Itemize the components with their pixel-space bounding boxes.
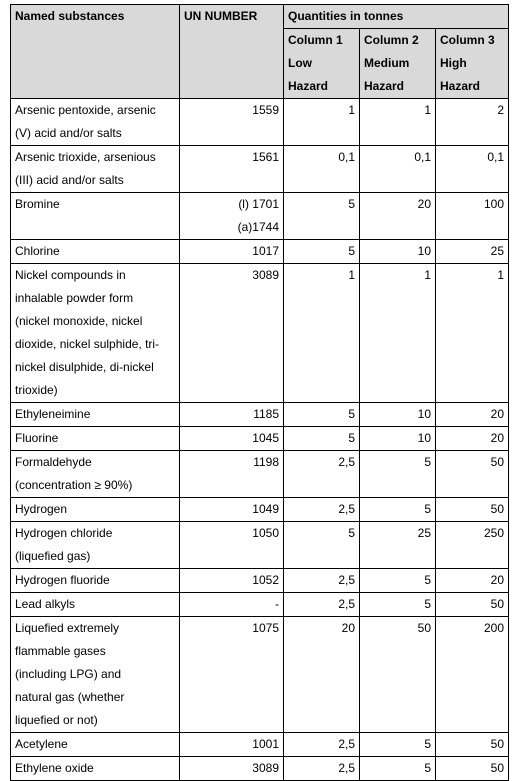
substance-name-cell — [11, 733, 180, 757]
table-row — [11, 569, 509, 593]
medium-hazard-cell: 5 — [360, 757, 436, 781]
medium-hazard-cell: 5 — [360, 451, 436, 498]
medium-hazard-cell: 20 — [360, 193, 436, 240]
un-number-line: (l) 1701 — [238, 197, 279, 211]
table-row — [11, 146, 509, 193]
substance-name-cell — [11, 264, 180, 403]
medium-hazard-cell: 10 — [360, 403, 436, 427]
un-number-line: 1075 — [252, 621, 279, 635]
substance-name-line: Hydrogen — [15, 502, 68, 516]
medium-hazard-cell: 10 — [360, 427, 436, 451]
substance-name-line: (III) acid and/or salts — [15, 173, 124, 187]
medium-hazard-cell: 25 — [360, 522, 436, 569]
header-column-2-line: Column 2 — [364, 33, 419, 47]
medium-hazard-cell: 5 — [360, 733, 436, 757]
substance-name-cell — [11, 593, 180, 617]
un-number-line: 1017 — [252, 244, 279, 258]
substance-name-line: dioxide, nickel sulphide, tri- — [15, 337, 160, 351]
high-hazard-cell: 50 — [436, 451, 509, 498]
low-hazard-cell: 5 — [284, 193, 360, 240]
table-row — [11, 498, 509, 522]
un-number-cell — [180, 240, 284, 264]
medium-hazard-cell: 0,1 — [360, 146, 436, 193]
header-un-number: UN NUMBER — [180, 5, 284, 99]
low-hazard-cell: 5 — [284, 522, 360, 569]
high-hazard-cell: 0,1 — [436, 146, 509, 193]
high-hazard-cell: 50 — [436, 757, 509, 781]
header-column-1-line: Low — [288, 56, 312, 70]
medium-hazard-cell: 1 — [360, 264, 436, 403]
substance-name-line: Arsenic pentoxide, arsenic — [15, 103, 156, 117]
low-hazard-cell: 5 — [284, 240, 360, 264]
medium-hazard-cell: 1 — [360, 99, 436, 146]
low-hazard-cell: 2,5 — [284, 757, 360, 781]
un-number-line: 1050 — [252, 526, 279, 540]
high-hazard-cell: 1 — [436, 264, 509, 403]
un-number-cell — [180, 264, 284, 403]
un-number-line: 1001 — [252, 737, 279, 751]
high-hazard-cell: 20 — [436, 403, 509, 427]
medium-hazard-cell: 50 — [360, 617, 436, 733]
high-hazard-cell: 20 — [436, 569, 509, 593]
substance-name-line: (liquefied gas) — [15, 549, 91, 563]
table-row — [11, 757, 509, 781]
un-number-cell — [180, 193, 284, 240]
high-hazard-cell: 50 — [436, 498, 509, 522]
substance-name-line: (V) acid and/or salts — [15, 126, 122, 140]
table-body — [11, 99, 509, 781]
substance-name-line: Acetylene — [15, 737, 68, 751]
low-hazard-cell: 2,5 — [284, 733, 360, 757]
medium-hazard-cell: 5 — [360, 498, 436, 522]
table-row — [11, 427, 509, 451]
table-header — [11, 5, 509, 99]
medium-hazard-cell: 10 — [360, 240, 436, 264]
header-column-2 — [360, 29, 436, 99]
header-named-substances: Named substances — [11, 5, 180, 99]
un-number-cell — [180, 569, 284, 593]
un-number-cell — [180, 403, 284, 427]
low-hazard-cell: 5 — [284, 403, 360, 427]
medium-hazard-cell: 5 — [360, 569, 436, 593]
substance-name-cell — [11, 146, 180, 193]
un-number-line: 1185 — [253, 407, 279, 421]
high-hazard-cell: 20 — [436, 427, 509, 451]
header-column-3-line: High — [440, 56, 467, 70]
substance-name-cell — [11, 193, 180, 240]
un-number-line: 3089 — [252, 761, 279, 775]
substance-name-line: flammable gases — [15, 644, 106, 658]
substance-name-cell — [11, 451, 180, 498]
low-hazard-cell: 2,5 — [284, 498, 360, 522]
header-column-1 — [284, 29, 360, 99]
substance-name-line: Ethyleneimine — [15, 407, 91, 421]
un-number-cell — [180, 593, 284, 617]
un-number-line: 1049 — [252, 502, 279, 516]
substance-name-cell — [11, 240, 180, 264]
substance-name-line: (concentration ≥ 90%) — [15, 478, 133, 492]
low-hazard-cell: 5 — [284, 427, 360, 451]
table-row — [11, 593, 509, 617]
low-hazard-cell: 2,5 — [284, 569, 360, 593]
header-quantities: Quantities in tonnes — [284, 5, 509, 29]
substance-name-line: inhalable powder form — [15, 291, 134, 305]
header-column-2-line: Medium — [364, 56, 410, 70]
table-row — [11, 617, 509, 733]
substance-name-cell — [11, 498, 180, 522]
high-hazard-cell: 25 — [436, 240, 509, 264]
un-number-cell — [180, 522, 284, 569]
substance-name-line: (nickel monoxide, nickel — [15, 314, 143, 328]
un-number-line: 1559 — [252, 103, 279, 117]
low-hazard-cell: 2,5 — [284, 451, 360, 498]
un-number-line: 1198 — [253, 455, 279, 469]
medium-hazard-cell: 5 — [360, 593, 436, 617]
un-number-line: 1561 — [252, 150, 279, 164]
substance-name-line: Chlorine — [15, 244, 60, 258]
un-number-cell — [180, 757, 284, 781]
high-hazard-cell: 100 — [436, 193, 509, 240]
un-number-cell — [180, 451, 284, 498]
header-column-1-line: Hazard — [288, 79, 329, 93]
table-row — [11, 240, 509, 264]
substance-name-line: trioxide) — [15, 383, 58, 397]
substance-name-line: natural gas (whether — [15, 690, 125, 704]
un-number-cell — [180, 617, 284, 733]
low-hazard-cell: 1 — [284, 264, 360, 403]
table-row — [11, 99, 509, 146]
un-number-cell — [180, 498, 284, 522]
un-number-cell — [180, 146, 284, 193]
header-column-1-line: Column 1 — [288, 33, 343, 47]
substance-name-cell — [11, 522, 180, 569]
substance-name-line: nickel disulphide, di-nickel — [15, 360, 154, 374]
un-number-cell — [180, 733, 284, 757]
substance-name-line: Fluorine — [15, 431, 59, 445]
header-column-2-line: Hazard — [364, 79, 405, 93]
header-column-3 — [436, 29, 509, 99]
substances-table — [10, 4, 509, 781]
table-row — [11, 733, 509, 757]
substance-name-line: Nickel compounds in — [15, 268, 126, 282]
low-hazard-cell: 20 — [284, 617, 360, 733]
substance-name-cell — [11, 617, 180, 733]
substance-name-cell — [11, 403, 180, 427]
substance-name-line: Arsenic trioxide, arsenious — [15, 150, 156, 164]
substance-name-line: Formaldehyde — [15, 455, 92, 469]
substance-name-line: Lead alkyls — [15, 597, 76, 611]
table-row — [11, 403, 509, 427]
low-hazard-cell: 1 — [284, 99, 360, 146]
substance-name-line: Bromine — [15, 197, 60, 211]
low-hazard-cell: 0,1 — [284, 146, 360, 193]
substance-name-line: liquefied or not) — [15, 713, 98, 727]
high-hazard-cell: 200 — [436, 617, 509, 733]
substance-name-cell — [11, 569, 180, 593]
low-hazard-cell: 2,5 — [284, 593, 360, 617]
high-hazard-cell: 50 — [436, 593, 509, 617]
substance-name-line: Liquefied extremely — [15, 621, 120, 635]
high-hazard-cell: 250 — [436, 522, 509, 569]
table-row — [11, 193, 509, 240]
un-number-cell — [180, 427, 284, 451]
un-number-line: - — [275, 597, 279, 611]
substance-name-line: (including LPG) and — [15, 667, 122, 681]
high-hazard-cell: 50 — [436, 733, 509, 757]
substance-name-cell — [11, 99, 180, 146]
substance-name-cell — [11, 757, 180, 781]
un-number-line: 3089 — [252, 268, 279, 282]
table-row — [11, 264, 509, 403]
substance-name-line: Ethylene oxide — [15, 761, 94, 775]
un-number-line: 1052 — [252, 573, 279, 587]
un-number-cell — [180, 99, 284, 146]
substance-name-cell — [11, 427, 180, 451]
table-row — [11, 522, 509, 569]
substance-name-line: Hydrogen fluoride — [15, 573, 110, 587]
un-number-line: 1045 — [252, 431, 279, 445]
header-column-3-line: Hazard — [440, 79, 481, 93]
table-row — [11, 451, 509, 498]
high-hazard-cell: 2 — [436, 99, 509, 146]
un-number-line: (a)1744 — [237, 220, 279, 234]
substance-name-line: Hydrogen chloride — [15, 526, 113, 540]
header-column-3-line: Column 3 — [440, 33, 495, 47]
